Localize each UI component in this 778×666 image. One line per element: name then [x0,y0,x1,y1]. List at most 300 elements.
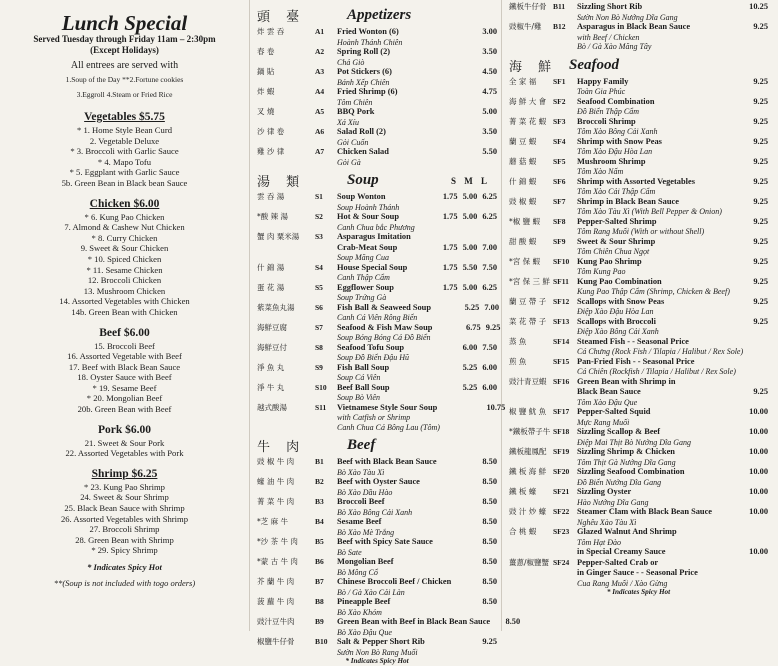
list-item: 20b. Green Bean with Beef [77,404,172,415]
menu-item-name: Mongolian Beef [337,557,394,566]
menu-item [257,147,497,158]
menu-item-price: 9.25 [753,236,768,246]
menu-item-subtitle: Cua Rang Muối / Xào Gừng [577,578,668,588]
menu-item-name: Sizzling Oyster [577,487,632,496]
menu-item-price: 9.25 [753,156,768,166]
menu-item-price: 5.25 6.00 [462,382,497,392]
list-item: 25. Black Bean Sauce with Shrimp [64,503,185,514]
menu-item-price: 10.00 [749,447,768,456]
menu-item [509,547,768,558]
menu-item-chinese-name: 蟹 肉 粟米湯 [257,232,300,241]
menu-item-chinese-name: 豉 椒 蝦 [509,196,537,206]
menu-item [257,232,497,243]
menu-item-chinese-name: 蘑 菇 蝦 [509,156,537,166]
menu-item-chinese-name: 淨 牛 丸 [257,382,285,392]
menu-item-price: 9.25 [753,176,768,186]
menu-item-price: 9.25 [753,76,768,86]
menu-item-price: 6.00 7.50 [462,342,497,352]
menu-item-name: Pot Stickers (6) [337,67,392,76]
menu-item-name: Spring Roll (2) [337,47,391,56]
beef-header [257,436,497,455]
menu-item-code: A7 [315,147,325,156]
menu-item-name: Fish Ball & Seaweed Soup [337,302,432,312]
menu-item-chinese-name: 什 錦 湯 [257,262,285,272]
size-labels: S M L [450,175,487,186]
menu-item-price: 3.50 [482,47,497,56]
menu-item-price: 8.50 [482,477,497,486]
menu-item-name: Shrimp in Black Bean Sauce [577,196,679,206]
menu-item-price: 5.50 [482,147,497,156]
menu-item-code: SF18 [553,427,570,436]
menu-item-code: B6 [315,557,324,566]
menu-item-subtitle: Canh Cá Viên Rông Biển [337,313,418,322]
menu-item-name: Shrimp with Snow Peas [577,136,662,146]
menu-item [509,257,768,268]
list-item: 7. Almond & Cashew Nut Chicken [64,222,185,233]
menu-item-subtitle: Canh Thập Cẩm [337,273,390,282]
menu-item-name: Scallops with Broccoli [577,316,656,326]
appetizers-header [257,6,497,25]
menu-item-subtitle: Tôm Xào Tàu Xì (With Bell Pepper & Onion) [577,207,722,216]
appetizers-title: Appetizers [347,7,412,23]
menu-item-chinese-name: 豉汁豆牛肉 [257,617,295,626]
menu-item-name: Beef with Black Bean Sauce [337,457,437,466]
spicy-note: * Indicates Spicy Hot [87,562,162,572]
menu-item [257,212,497,223]
beef-list [257,457,521,657]
menu-item-subtitle: Bò Xào Đậu Que [337,627,392,637]
menu-item-chinese-name: 海鮮豆付 [257,342,287,352]
menu-item-code: SF17 [553,407,570,416]
soup-header [257,171,497,190]
menu-item-code: SF16 [553,376,570,386]
menu-item-code: B7 [315,577,324,586]
menu-item-code: SF9 [553,236,566,246]
menu-item-subtitle: Canh Chua bắc Phương [337,222,415,232]
menu-item-price: 4.75 [482,87,497,96]
menu-item-name: Fried Wonton (6) [337,27,399,36]
menu-item [257,517,497,528]
menu-item-code: SF23 [553,527,570,536]
menu-item-price: 9.25 [753,96,768,106]
menu-item-name: Sesame Beef [337,517,382,526]
menu-item-chinese-name: 鍋 貼 [257,67,275,76]
menu-item-subtitle: Tôm Xào Đậu Hòa Lan [577,147,653,156]
menu-item-name: Asparagus in Black Bean Sauce [577,22,691,31]
menu-item-chinese-name: 鐵板龍鳳配 [509,447,547,456]
menu-item [509,22,768,33]
list-item: * 6. Kung Pao Chicken [84,211,165,222]
menu-item-code: S9 [315,362,323,372]
menu-item-code: S6 [315,302,323,312]
menu-item [257,87,497,98]
list-item: 14b. Green Bean with Chicken [71,306,178,317]
included-items-2: 3.Eggroll 4.Steam or Fried Rice [76,90,173,99]
list-item: 24. Sweet & Sour Shrimp [80,492,169,503]
menu-item-code: SF19 [553,447,570,456]
menu-item-price: 10.00 [749,507,768,516]
menu-item [509,2,768,13]
menu-item-chinese-name: *沙 茶 牛 肉 [257,537,298,546]
menu-item-price: 9.25 [753,316,768,326]
menu-item-code: S8 [315,342,323,352]
list-item: * 11. Sesame Chicken [86,264,163,275]
menu-item-chinese-name: 鐵 板 蠔 [509,487,537,496]
menu-item-code: SF12 [553,296,570,306]
menu-item [257,243,497,254]
menu-item-subtitle: Điệp Xào Đậu Hòa Lan [577,307,654,316]
menu-item [257,477,497,488]
menu-item-subtitle: Canh Chua Cá Bông Lau (Tôm) [337,422,440,432]
menu-item-code: SF13 [553,316,570,326]
menu-item [509,568,768,579]
category-chicken: Chicken $6.00 [89,197,160,210]
menu-item-name: in Special Creamy Sauce [577,547,666,556]
menu-item-subtitle: Bò Mông Cổ [337,567,378,577]
menu-item-price: 9.25 [753,196,768,206]
menu-item-chinese-name: 海鮮豆腐 [257,322,287,332]
menu-item [257,402,506,414]
menu-item-price: 8.50 [482,537,497,546]
menu-item-subtitle: Sườn Non Bò Rang Muối [337,647,418,657]
menu-item [257,343,497,354]
menu-item [257,283,497,294]
menu-item-code: SF10 [553,256,570,266]
menu-item [509,217,768,228]
menu-item-chinese-name: 炸 雲 吞 [257,27,285,36]
menu-item-code: SF3 [553,116,566,126]
menu-item-code: S3 [315,232,323,241]
seafood-title: Seafood [569,56,619,73]
menu-item-subtitle: Tôm Chiên [337,97,373,107]
menu-item-code: SF14 [553,336,570,346]
menu-item-subtitle: Tôm Xào Cải Thập Cẩm [577,187,656,196]
menu-item-price: 9.25 [753,276,768,286]
category-vegetables: Vegetables $5.75 [84,111,165,123]
menu-item-code: B5 [315,537,324,546]
menu-item-price: 3.50 [482,127,497,136]
menu-item-subtitle: Kung Pao Thập Cẩm (Shrimp, Chicken & Beef) [577,287,730,296]
list-item: * 5. Eggplant with Garlic Sauce [69,167,180,178]
menu-item-chinese-name: 豉 椒 牛 肉 [257,457,295,466]
menu-item-name: Broccoli Beef [337,497,385,506]
menu-item-price: 8.50 [505,617,521,626]
menu-item-subtitle: Tôm Xào Bông Cải Xanh [577,127,658,136]
list-item: * 3. Broccoli with Garlic Sauce [70,146,179,157]
menu-item-code: A6 [315,127,325,136]
menu-item-name: Sizzling Seafood Combination [577,467,685,476]
menu-item-chinese-name: *椒 鹽 蝦 [509,216,541,226]
menu-item-price: 8.50 [482,597,497,606]
menu-item-price: 8.50 [482,457,497,466]
menu-item [257,27,497,38]
menu-item-price: 6.75 9.25 [466,322,501,332]
menu-item [257,497,497,508]
menu-item-price: 10.00 [749,467,768,476]
menu-item-chinese-name: 菜 花 帶 子 [509,316,547,326]
menu-item-chinese-name: 豉汁青豆蝦 [509,376,547,386]
menu-item-name: Scallops with Snow Peas [577,296,665,306]
menu-item-chinese-name: 豉 汁 炒 蠔 [509,507,547,516]
menu-item-price: 5.25 7.00 [464,302,500,312]
appetizers-list [257,27,497,167]
menu-item-code: B4 [315,517,324,526]
menu-item-subtitle: Soup Bóng Bóng Cá Đồ Biển [337,333,431,342]
menu-item-code: A3 [315,67,325,76]
menu-item-chinese-name: 海 鮮 大 會 [509,96,547,106]
menu-item-chinese-name: 蒸 魚 [509,336,527,346]
spicy-note: * Indicates Spicy Hot [345,657,409,665]
menu-item-code: A5 [315,107,325,116]
menu-item [257,617,521,628]
menu-item-name: Black Bean Sauce [577,387,641,396]
beef-title: Beef [347,437,376,453]
menu-item-name: Glazed Walnut And Shrimp [577,527,677,536]
menu-item-name: Eggflower Soup [337,282,394,292]
menu-item [257,537,497,548]
menu-item-chinese-name: 淨 魚 丸 [257,362,285,372]
menu-item-price: 10.00 [749,487,768,496]
menu-item-subtitle: Tôm Thịt Gà Nướng Dĩa Gang [577,457,676,467]
menu-item-code: B1 [315,457,324,466]
menu-item [509,277,768,288]
menu-item-price: 9.25 [753,116,768,126]
menu-item [509,117,768,128]
menu-item-chinese-name: *芝 麻 牛 [257,517,289,526]
menu-item-code: SF2 [553,96,566,106]
menu-item-price: 9.25 [753,256,768,266]
menu-item-chinese-name: 鐵 板 海 鮮 [509,467,547,476]
list-item: 13. Mushroom Chicken [83,285,166,296]
menu-item [257,637,497,648]
menu-item-chinese-name: 蘭 豆 帶 子 [509,296,547,306]
menu-item-subtitle: Bánh Xếp Chiên [337,77,390,87]
menu-item [509,357,768,368]
menu-item-subtitle: Soup Đồ Biển Đậu Hũ [337,353,409,362]
served-hours: Served Tuesday through Friday 11am – 2:30pm [33,34,216,44]
menu-item-subtitle: with Catfish or Shrimp [337,413,411,422]
menu-item [509,157,768,168]
list-item: 18. Oyster Sauce with Beef [77,372,172,383]
menu-item-name: Green Bean with Shrimp in [577,376,676,386]
menu-item [257,67,497,78]
menu-item-code: A1 [315,27,325,36]
menu-item-name: Sweet & Sour Shrimp [577,236,656,246]
menu-item-chinese-name: 薑蔥/椒鹽蟹 [509,557,550,567]
menu-item [509,97,768,108]
menu-item [509,197,768,208]
menu-item-price: 1.75 5.00 6.25 [442,282,497,292]
menu-item-subtitle: Soup Trứng Gà [337,293,387,302]
menu-item-code: S7 [315,322,323,332]
menu-item [257,557,497,568]
list-item: 26. Assorted Vegetables with Shrimp [60,513,189,524]
menu-item-code: SF15 [553,356,570,366]
menu-item-chinese-name: 蘭 豆 蝦 [509,136,537,146]
menu-item-name: Chinese Broccoli Beef / Chicken [337,577,452,586]
list-item: 14. Assorted Vegetables with Chicken [59,296,190,307]
menu-item-chinese-name: *宮 保 蝦 [509,256,541,266]
seafood-cn-title: 海 鮮 [509,59,558,75]
list-item: 2. Vegetable Deluxe [89,135,160,146]
menu-item-name: Beef with Spicy Sate Sauce [337,537,433,546]
menu-item-chinese-name: 叉 燒 [257,107,275,116]
menu-item-subtitle: Toàn Gia Phúc [577,87,626,96]
menu-item-name: Happy Family [577,76,629,86]
menu-item-subtitle: Tôm Xào Đậu Que [577,397,638,407]
menu-item-chinese-name: 雲 吞 湯 [257,192,285,201]
menu-item [257,127,497,138]
seafood-list [509,77,768,589]
menu-item [257,597,497,608]
menu-item [509,558,768,569]
menu-item-code: SF8 [553,216,566,226]
sizzling-list [509,2,768,42]
menu-item-chinese-name: *酸 辣 湯 [257,212,289,221]
list-item: 27. Broccoli Shrimp [89,524,160,535]
menu-item-price: 10.00 [749,407,768,416]
appetizers-cn-title: 頭 臺 [257,10,306,25]
menu-item-name: Seafood Tofu Soup [337,342,405,352]
menu-item [257,192,497,203]
menu-item-code: SF24 [553,557,570,567]
menu-item-price: 8.50 [482,497,497,506]
menu-item-code: A2 [315,47,325,56]
menu-item-chinese-name: 紫菜魚丸湯 [257,302,295,312]
menu-item [509,527,768,538]
menu-item [257,363,497,374]
menu-item [509,387,768,398]
list-item: 15. Broccoli Beef [94,340,155,351]
menu-item-price: 8.50 [482,517,497,526]
menu-item-chinese-name: 蠔 油 牛 肉 [257,477,295,486]
menu-item-chinese-name: 雞 沙 律 [257,147,285,156]
menu-item-name: Sizzling Short Rib [577,2,643,11]
menu-item-subtitle: Mực Rang Muối [577,417,630,427]
menu-item-name: Pan-Fried Fish - - Seasonal Price [577,356,695,366]
menu-item-subtitle: Soup Bò Viên [337,393,380,402]
menu-item-subtitle: Tôm Rang Muối (With or without Shell) [577,227,705,236]
list-item: 21. Sweet & Sour Pork [84,437,165,448]
menu-item [509,237,768,248]
menu-item-code: S1 [315,192,323,201]
menu-item-code: S5 [315,282,323,292]
menu-item-price: 1.75 5.00 6.25 [442,192,497,201]
menu-item-subtitle: with Beef / Chicken [577,32,640,42]
menu-item-subtitle: Bò / Gà Xào Măng Tây [577,42,652,51]
list-item: * 8. Curry Chicken [91,232,158,243]
menu-item-chinese-name: 甜 酸 蝦 [509,236,537,246]
menu-item-name: Fried Shrimp (6) [337,87,398,96]
menu-item [509,77,768,88]
menu-item-subtitle: Bò Xào Dầu Hào [337,487,393,497]
menu-item-code: SF20 [553,467,570,476]
included-items-1: 1.Soup of the Day **2.Fortune cookies [65,75,184,84]
menu-item-chinese-name: 煎 魚 [509,356,527,366]
menu-item-name: Vietnamese Style Sour Soup [337,402,438,412]
menu-item [257,383,497,394]
menu-item-subtitle: Chả Giò [337,57,365,67]
menu-item-name: in Ginger Sauce - - Seasonal Price [577,568,698,577]
menu-item-chinese-name: 豉椒牛/雞 [509,22,542,31]
menu-item-price: 4.50 [482,67,497,76]
menu-item-subtitle: Soup Măng Cua [337,253,389,262]
seafood-panel [503,0,778,631]
menu-item-subtitle: Soup Cá Viên [337,373,381,382]
menu-item-subtitle: Gỏi Cuốn [337,137,369,147]
list-item: 5b. Green Bean in Black bean Sauce [61,177,188,188]
menu-item [257,457,497,468]
menu-item-chinese-name: 椒 鹽 魷 魚 [509,407,547,416]
menu-item-name: Beef Ball Soup [337,382,390,392]
menu-item-price: 1.75 5.00 7.00 [442,242,497,252]
menu-item [257,577,497,588]
menu-item-price: 1.75 5.50 7.50 [442,262,497,272]
menu-item-code: S4 [315,262,323,272]
menu-item-name: Green Bean with Beef in Black Bean Sauce [337,617,491,626]
menu-item-price: 9.25 [482,637,497,646]
menu-item-name: Sizzling Scallop & Beef [577,427,661,436]
list-item: 16. Assorted Vegetable with Beef [67,351,182,362]
menu-item-code: S2 [315,212,323,221]
menu-item [509,137,768,148]
menu-item-name: Mushroom Shrimp [577,156,646,166]
menu-item-chinese-name: 春 卷 [257,47,275,56]
menu-item-subtitle: Soup Hoành Thánh [337,202,400,212]
menu-item-code: SF1 [553,76,566,86]
list-item: 17. Beef with Black Bean Sauce [68,361,181,372]
list-item: * 29. Spicy Shrimp [91,545,158,556]
menu-item [257,47,497,58]
entrees-note: All entrees are served with [70,60,179,71]
menu-item-subtitle: Bò Sate [337,547,362,557]
menu-item-code: A4 [315,87,325,96]
menu-item-name: Pepper-Salted Shrimp [577,216,657,226]
menu-item-code: SF7 [553,196,566,206]
soup-title: Soup [347,172,379,188]
menu-item-code: B12 [553,22,566,31]
menu-item-chinese-name: 菁 菜 花 蝦 [509,116,547,126]
soup-list [257,192,506,423]
menu-item-code: SF6 [553,176,566,186]
menu-item-price: 9.25 [753,296,768,306]
menu-item-name: Broccoli Shrimp [577,116,636,126]
list-item: 12. Broccoli Chicken [87,275,162,286]
soup-note: **(Soup is not included with togo orders) [53,578,196,588]
menu-item-name: Seafood & Fish Maw Soup [337,322,433,332]
menu-item-name: Fish Ball Soup [337,362,390,372]
menu-item-chinese-name: 越式酸湯 [257,402,287,412]
list-item: * 20. Mongolian Beef [86,393,163,404]
list-item: * 4. Mapo Tofu [97,156,152,167]
menu-item-name: Salt & Pepper Short Rib [337,637,425,646]
menu-item-price: 8.50 [482,557,497,566]
menu-item-subtitle: Tôm Hạt Đào [577,537,622,547]
menu-item-chinese-name: 炸 蝦 [257,87,275,96]
category-pork: Pork $6.00 [97,423,152,436]
menu-item-code: SF11 [553,276,569,286]
menu-item [509,317,768,328]
menu-item [509,407,768,418]
menu-item-name: Sizzling Shrimp & Chicken [577,447,675,456]
menu-item-chinese-name: 椒鹽牛仔骨 [257,637,295,646]
menu-item-subtitle: Đồ Biển Thập Cẩm [577,107,639,116]
soup-cn-title: 湯 類 [257,175,306,190]
seafood-header [509,56,768,75]
menu-item [509,297,768,308]
menu-item-subtitle: Bò Xào Mè Trắng [337,527,395,537]
menu-item-subtitle: Bò Xào Tàu Xì [337,467,385,477]
